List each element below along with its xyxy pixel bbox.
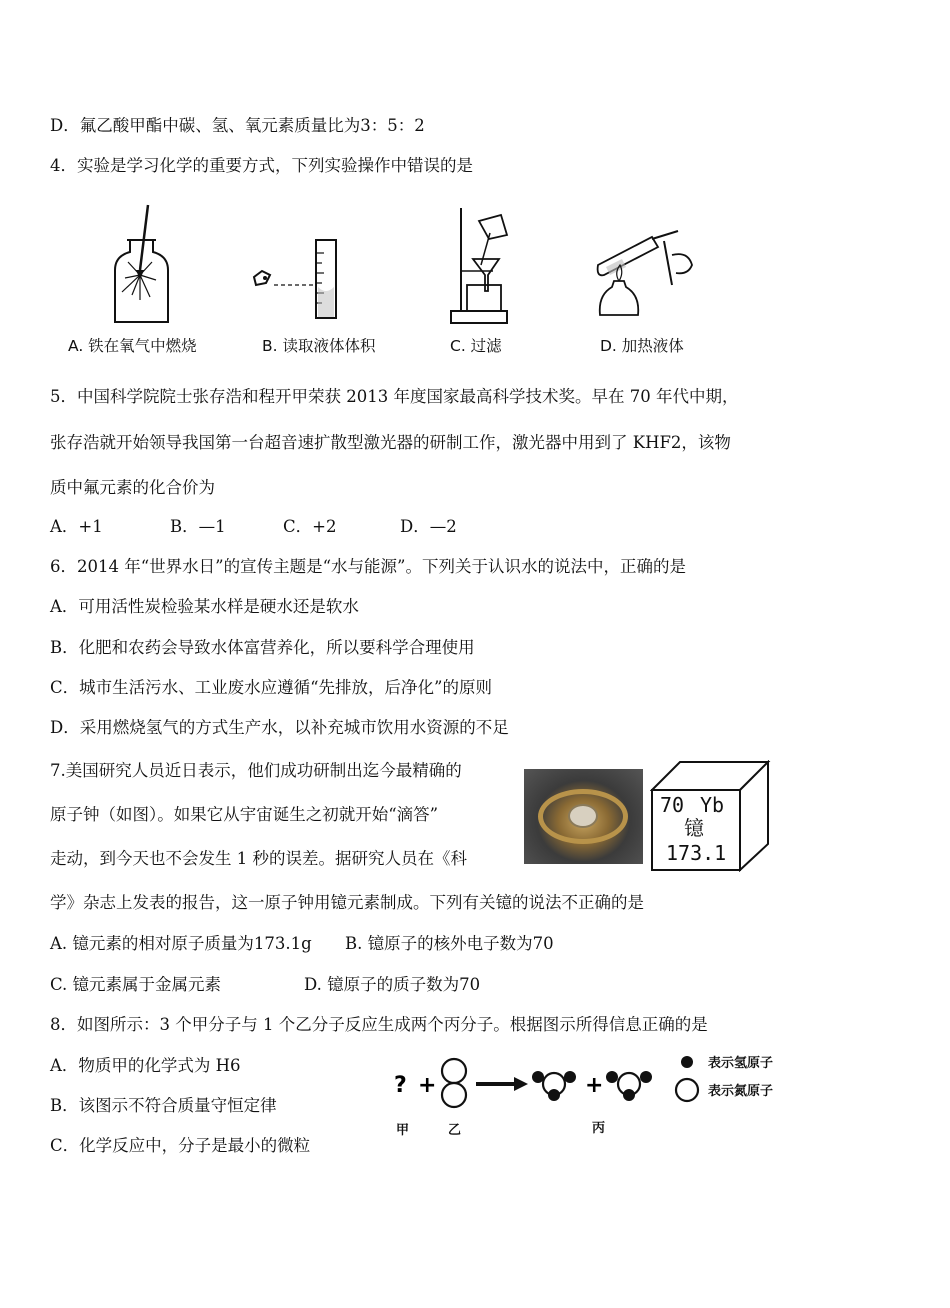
legend-hydrogen: 表示氢原子 xyxy=(708,1056,774,1071)
q6-option-c: C．城市生活污水、工业废水应遵循“先排放，后净化”的原则 xyxy=(50,678,492,697)
figure-filtration xyxy=(445,203,515,327)
question-mark: ? xyxy=(394,1073,407,1098)
q8-option-c: C．化学反应中，分子是最小的微粒 xyxy=(50,1136,311,1155)
q6-option-d: D．采用燃烧氢气的方式生产水，以补充城市饮用水资源的不足 xyxy=(50,718,509,737)
hydrogen-atom xyxy=(640,1071,652,1083)
caption-c: C. 过滤 xyxy=(450,337,502,355)
element-cube-ytterbium xyxy=(650,760,772,872)
plus-sign-2: + xyxy=(585,1073,604,1098)
reaction-diagram xyxy=(390,1050,790,1140)
q7-option-b: B. 镱原子的核外电子数为70 xyxy=(345,934,554,953)
q5-option-d: D．—2 xyxy=(400,517,457,536)
cube-atomic-number: 70 xyxy=(660,793,685,817)
q5-option-b: B．—1 xyxy=(170,517,226,536)
q5-option-c: C．+2 xyxy=(283,517,337,536)
label-jia: 甲 xyxy=(396,1123,410,1138)
q5-option-a: A．+1 xyxy=(50,517,103,536)
q7-line1: 7.美国研究人员近日表示，他们成功研制出迄今最精确的 xyxy=(50,761,462,780)
q7-option-a: A. 镱元素的相对原子质量为173.1g xyxy=(50,934,312,953)
figure-heating-liquid xyxy=(592,225,702,325)
label-bing: 丙 xyxy=(592,1121,606,1136)
q5-line1: 5．中国科学院院士张存浩和程开甲荣获 2013 年度国家最高科学技术奖。早在 70 年代中期， xyxy=(50,387,739,406)
atomic-clock-photo xyxy=(524,769,643,864)
q6-option-a: A．可用活性炭检验某水样是硬水还是软水 xyxy=(50,597,359,616)
label-yi: 乙 xyxy=(448,1123,462,1138)
q7-option-d: D. 镱原子的质子数为70 xyxy=(304,975,481,994)
cube-symbol: Yb xyxy=(700,793,725,817)
nitrogen-atom xyxy=(442,1083,466,1107)
legend-nitrogen: 表示氮原子 xyxy=(708,1084,774,1099)
hydrogen-atom xyxy=(548,1089,560,1101)
caption-b: B. 读取液体体积 xyxy=(262,337,376,355)
q5-line3: 质中氟元素的化合价为 xyxy=(50,478,215,497)
figure-iron-burning xyxy=(100,200,180,328)
hydrogen-atom xyxy=(564,1071,576,1083)
hydrogen-atom xyxy=(606,1071,618,1083)
q7-line3: 走动，到今天也不会发生 1 秒的误差。据研究人员在《科 xyxy=(50,849,467,868)
q7-line4: 学》杂志上发表的报告，这一原子钟用镱元素制成。下列有关镱的说法不正确的是 xyxy=(50,893,644,912)
q8-option-a: A．物质甲的化学式为 H6 xyxy=(50,1056,241,1075)
q7-option-c: C. 镱元素属于金属元素 xyxy=(50,975,222,994)
figure-reading-volume xyxy=(248,235,348,320)
q6-option-b: B．化肥和农药会导致水体富营养化，所以要科学合理使用 xyxy=(50,638,475,657)
legend-hydrogen-icon xyxy=(681,1056,693,1068)
cube-element-name: 镱 xyxy=(684,816,704,840)
q5-line2: 张存浩就开始领导我国第一台超音速扩散型激光器的研制工作，激光器中用到了 KHF2，该物 xyxy=(50,433,731,452)
hydrogen-atom xyxy=(532,1071,544,1083)
hydrogen-atom xyxy=(623,1089,635,1101)
plus-sign-1: + xyxy=(418,1073,437,1098)
cube-atomic-mass: 173.1 xyxy=(666,841,727,865)
legend-nitrogen-icon xyxy=(676,1079,698,1101)
q3-option-d: D．氟乙酸甲酯中碳、氢、氧元素质量比为3：5：2 xyxy=(50,116,425,135)
caption-d: D. 加热液体 xyxy=(600,337,684,355)
q4-stem: 4．实验是学习化学的重要方式，下列实验操作中错误的是 xyxy=(50,156,473,175)
q7-line2: 原子钟（如图）。如果它从宇宙诞生之初就开始“滴答” xyxy=(50,805,439,824)
q6-stem: 6．2014 年“世界水日”的宣传主题是“水与能源”。下列关于认识水的说法中，正确的是 xyxy=(50,557,686,576)
q8-stem: 8．如图所示：3 个甲分子与 1 个乙分子反应生成两个丙分子。根据图示所得信息正确的是 xyxy=(50,1015,708,1034)
arrow-head-icon xyxy=(514,1077,528,1091)
q8-option-b: B．该图示不符合质量守恒定律 xyxy=(50,1096,277,1115)
caption-a: A. 铁在氧气中燃烧 xyxy=(68,337,197,355)
nitrogen-atom xyxy=(442,1059,466,1083)
